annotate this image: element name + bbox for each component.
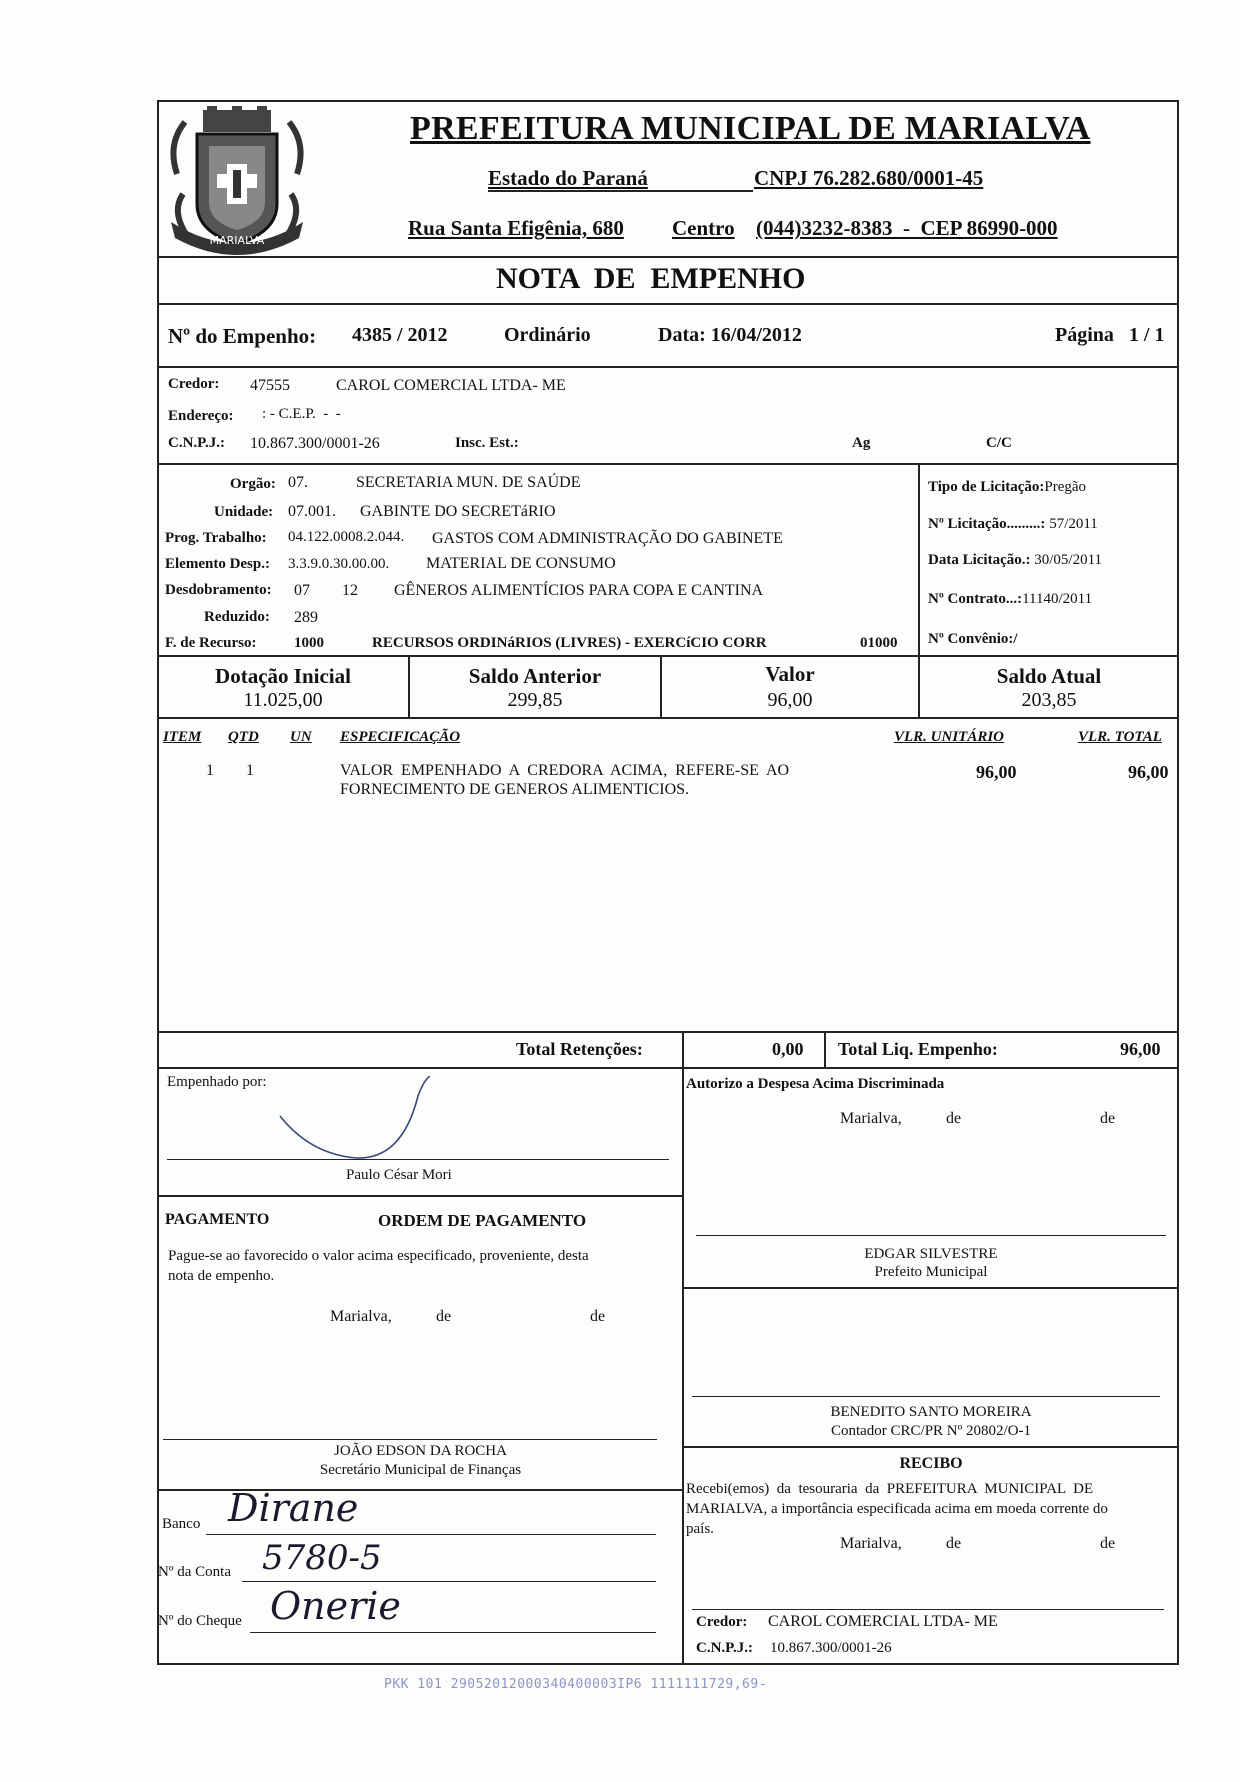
header-state-line (488, 190, 753, 192)
empenho-date: Data: 16/04/2012 (658, 324, 802, 346)
item-unit-value: 96,00 (976, 762, 1017, 782)
signature-line (692, 1396, 1160, 1397)
num-licitacao-label (928, 516, 1098, 533)
conta-line (242, 1581, 656, 1582)
divider (157, 655, 1179, 657)
item-number: 1 (206, 762, 214, 779)
crest-logo (163, 104, 311, 260)
desd-code2: 12 (342, 582, 358, 599)
recibo-title: RECIBO (899, 1455, 963, 1472)
signature-line (167, 1159, 669, 1160)
dotacao-value: 11.025,00 (243, 689, 323, 711)
reduzido-label: Reduzido: (204, 609, 270, 625)
unidade-code: 07.001. (288, 503, 336, 520)
signature-mark (270, 1076, 440, 1166)
dotacao-label: Dotação Inicial (215, 664, 351, 688)
unidade-label: Unidade: (214, 504, 274, 520)
banco-value: Dirane (228, 1486, 359, 1530)
item-spec-line2: FORNECIMENTO DE GENEROS ALIMENTICIOS. (340, 781, 690, 798)
cheque-value: Onerie (270, 1584, 401, 1628)
cnpj-label: C.N.P.J.: (168, 435, 225, 451)
pagamento-text-line1: Pague-se ao favorecido o valor acima especificado, proveniente, desta (168, 1248, 589, 1264)
recibo-credor-label: Credor: (696, 1614, 748, 1630)
empenho-label: Nº do Empenho: (168, 324, 317, 348)
header-title: PREFEITURA MUNICIPAL DE MARIALVA (410, 110, 1091, 147)
col-qtd: QTD (228, 729, 259, 745)
credor-code: 47555 (250, 377, 290, 394)
data-licitacao-label (928, 552, 1102, 569)
autorizo-de1: de (946, 1110, 962, 1127)
liquido-label: Total Liq. Empenho: (838, 1039, 998, 1059)
contador-name: BENEDITO SANTO MOREIRA (830, 1404, 1032, 1420)
divider (157, 256, 1179, 258)
tipo-licitacao-label-text: Tipo de Licitação: (928, 479, 1045, 495)
pagamento-text-line2: nota de empenho. (168, 1268, 275, 1284)
header-address: Rua Santa Efigênia, 680 (408, 216, 624, 240)
recurso-code: 1000 (294, 635, 324, 651)
anterior-label: Saldo Anterior (468, 664, 602, 688)
signature-line (696, 1235, 1166, 1236)
recibo-de1: de (946, 1535, 962, 1552)
empenhado-name: Paulo César Mori (346, 1167, 452, 1183)
pagamento-place: Marialva, (330, 1308, 392, 1325)
crest-text: MARIALVA (209, 234, 265, 247)
contador-role: Contador CRC/PR Nº 20802/O-1 (830, 1423, 1032, 1439)
recibo-cnpj-value: 10.867.300/0001-26 (770, 1640, 892, 1656)
ag-label: Ag (852, 435, 871, 451)
recibo-place: Marialva, (840, 1535, 902, 1552)
desd-label: Desdobramento: (165, 582, 272, 598)
secretario-name: JOÃO EDSON DA ROCHA (334, 1443, 507, 1459)
banco-label: Banco (162, 1516, 201, 1532)
conta-label: Nº da Conta (158, 1564, 231, 1580)
credor-name: CAROL COMERCIAL LTDA- ME (336, 377, 566, 394)
signature-line (163, 1439, 657, 1440)
prefeito-role: Prefeito Municipal (874, 1264, 988, 1280)
liquido-value: 96,00 (1120, 1039, 1161, 1059)
desd-name: GÊNEROS ALIMENTÍCIOS PARA COPA E CANTINA (394, 582, 764, 599)
prog-name: GASTOS COM ADMINISTRAÇÃO DO GABINETE (432, 530, 783, 547)
credor-label: Credor: (168, 376, 220, 392)
orgao-code: 07. (288, 474, 308, 491)
divider (157, 1067, 1179, 1069)
data-licitacao-value: 30/05/2011 (1034, 552, 1103, 568)
orgao-label: Orgão: (230, 476, 276, 492)
anterior-value: 299,85 (507, 689, 563, 711)
pagamento-de2: de (590, 1308, 606, 1325)
prog-label: Prog. Trabalho: (165, 530, 267, 546)
doc-title: NOTA DE EMPENHO (496, 262, 806, 295)
empenho-number: 4385 / 2012 (352, 324, 448, 346)
col-spec: ESPECIFICAÇÃO (340, 729, 461, 745)
cnpj-value: 10.867.300/0001-26 (250, 435, 380, 452)
autorizo-de2: de (1100, 1110, 1116, 1127)
unidade-name: GABINTE DO SECRETáRIO (360, 503, 556, 520)
header-neighborhood: Centro (672, 216, 735, 240)
divider (157, 1195, 682, 1197)
reduzido-value: 289 (294, 609, 318, 626)
pagamento-de1: de (436, 1308, 452, 1325)
recurso-label: F. de Recurso: (165, 635, 257, 651)
col-item: ITEM (163, 729, 202, 745)
retencoes-value: 0,00 (772, 1039, 804, 1059)
data-licitacao-label-text: Data Licitação.: (928, 552, 1031, 568)
autorizo-label: Autorizo a Despesa Acima Discriminada (686, 1076, 945, 1092)
contrato-label (928, 591, 1092, 608)
col-un: UN (290, 729, 312, 745)
divider-vertical (682, 1031, 684, 1067)
recurso-name: RECURSOS ORDINáRIOS (LIVRES) - EXERCíCIO CORR (372, 635, 767, 651)
col-unit: VLR. UNITÁRIO (894, 729, 1005, 745)
valor-label: Valor (765, 662, 815, 686)
divider-vertical (918, 463, 920, 655)
endereco-label: Endereço: (168, 408, 234, 424)
recibo-de2: de (1100, 1535, 1116, 1552)
cc-label: C/C (986, 435, 1012, 451)
atual-label: Saldo Atual (996, 664, 1102, 688)
recibo-credor-value: CAROL COMERCIAL LTDA- ME (768, 1613, 998, 1630)
item-total-value: 96,00 (1128, 762, 1169, 782)
header-cnpj: CNPJ 76.282.680/0001-45 (754, 166, 984, 190)
recibo-line3: país. (686, 1521, 714, 1537)
recibo-line2: MARIALVA, a importância especificada acima em moeda corrente do (686, 1501, 1108, 1517)
header-state: Estado do Paraná (488, 166, 648, 190)
header-phone-cep: (044)3232-8383 - CEP 86990-000 (756, 216, 1058, 240)
item-qtd: 1 (246, 762, 254, 779)
prog-code: 04.122.0008.2.044. (288, 529, 405, 545)
footer-code: PKK 101 29052012000340400003IP6 1111111729,69- (384, 1677, 768, 1692)
tipo-licitacao-label (928, 479, 1086, 496)
convenio-label: Nº Convênio:/ (928, 631, 1018, 647)
col-total: VLR. TOTAL (1078, 729, 1162, 745)
retencoes-label: Total Retenções: (516, 1039, 643, 1059)
recibo-cnpj-label: C.N.P.J.: (696, 1640, 753, 1656)
cheque-line (250, 1632, 656, 1633)
divider (157, 366, 1179, 368)
elem-name: MATERIAL DE CONSUMO (426, 555, 616, 572)
divider (682, 1446, 1179, 1448)
divider-vertical (682, 1067, 684, 1665)
divider (682, 1287, 1179, 1289)
conta-value: 5780-5 (262, 1538, 382, 1578)
pagamento-label: PAGAMENTO (165, 1211, 270, 1228)
divider (157, 1031, 1179, 1033)
ordem-pagamento-title: ORDEM DE PAGAMENTO (378, 1211, 587, 1230)
empenho-type: Ordinário (504, 324, 591, 346)
banco-line (206, 1534, 656, 1535)
divider (157, 303, 1179, 305)
elem-code: 3.3.9.0.30.00.00. (288, 556, 390, 572)
divider (157, 463, 1179, 465)
contrato-value: 11140/2011 (1022, 591, 1093, 607)
contrato-label-text: Nº Contrato...: (928, 591, 1023, 607)
elem-label: Elemento Desp.: (165, 556, 270, 572)
divider-vertical (824, 1031, 826, 1067)
cheque-label: Nº do Cheque (158, 1613, 242, 1629)
num-licitacao-label-text: Nº Licitação.........: (928, 516, 1046, 532)
prefeito-name: EDGAR SILVESTRE (864, 1246, 998, 1262)
divider (157, 717, 1179, 719)
empenho-page: Página 1 / 1 (1055, 324, 1165, 346)
signature-line (692, 1609, 1164, 1610)
secretario-role: Secretário Municipal de Finanças (319, 1462, 522, 1478)
num-licitacao-value: 57/2011 (1049, 516, 1098, 532)
tipo-licitacao-value: Pregão (1044, 479, 1087, 495)
endereco-value: : - C.E.P. - - (262, 406, 341, 422)
empenhado-label: Empenhado por: (167, 1074, 267, 1090)
orgao-name: SECRETARIA MUN. DE SAÚDE (356, 474, 581, 491)
insc-label: Insc. Est.: (455, 435, 519, 451)
autorizo-place: Marialva, (840, 1110, 902, 1127)
desd-code1: 07 (294, 582, 310, 599)
recurso-num: 01000 (860, 635, 898, 651)
valor-value: 96,00 (767, 689, 813, 711)
item-spec-line1: VALOR EMPENHADO A CREDORA ACIMA, REFERE-SE AO (340, 762, 790, 779)
recibo-line1: Recebi(emos) da tesouraria da PREFEITURA MUNICIPAL DE (686, 1481, 1094, 1497)
atual-value: 203,85 (1021, 689, 1077, 711)
